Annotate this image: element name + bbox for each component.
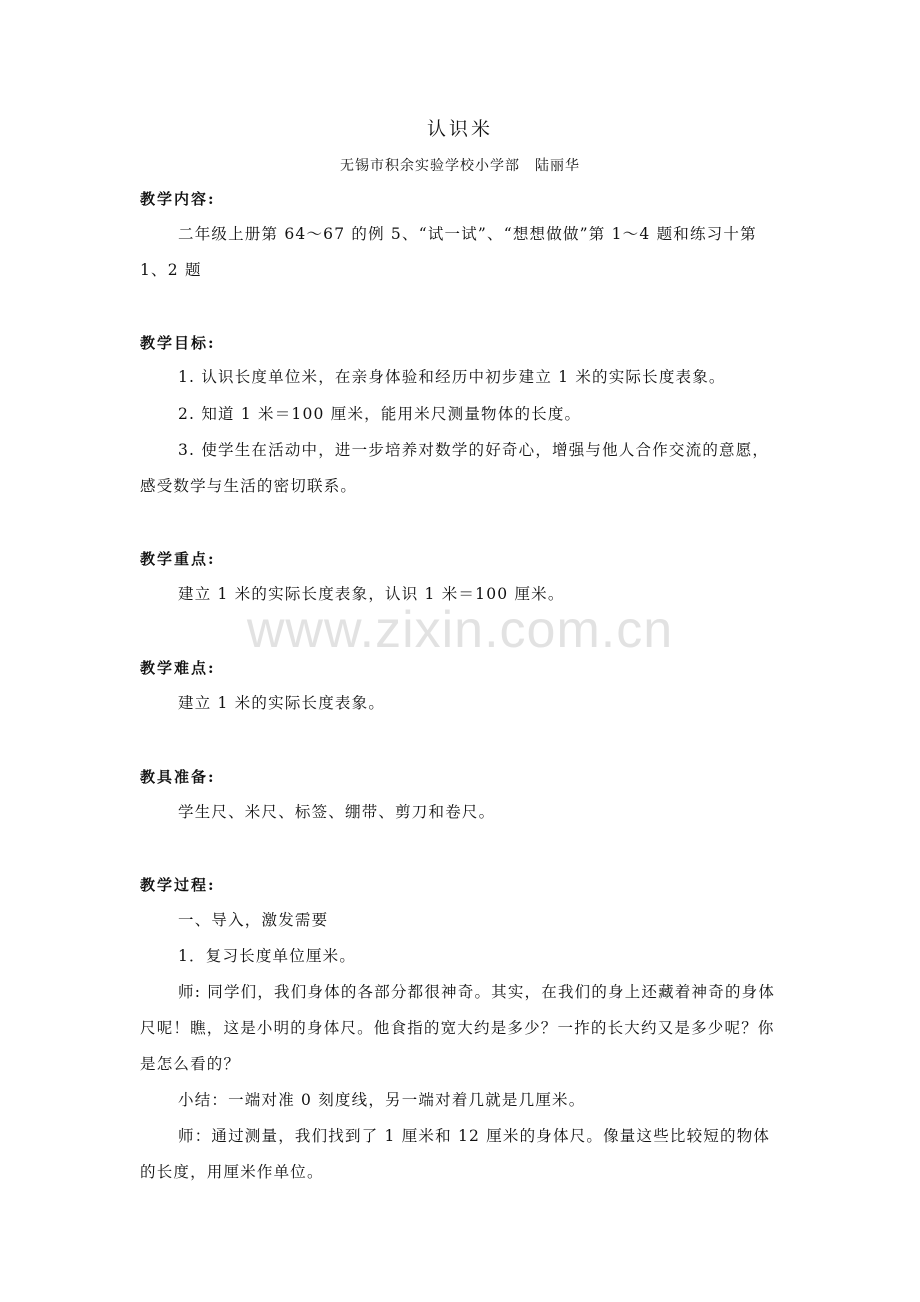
- process-teacher-paragraph: 师: 同学们，我们身体的各部分都很神奇。其实，在我们的身上还藏着神奇的身体尺呢！瞧，这是小明的身体尺。他食指的宽大约是多少？一拃的长大约又是多少呢？你是怎么看的？: [140, 983, 776, 1073]
- content-paragraph: 二年级上册第 64～67 的例 5、“试一试”、“想想做做”第 1～4 题和练习十第 1、2 题: [140, 225, 757, 279]
- key-points-heading: 教学重点:: [140, 550, 216, 568]
- goal-item-2: 2. 知道 1 米＝100 厘米，能用米尺测量物体的长度。: [178, 405, 582, 423]
- tools-text: 学生尺、米尺、标签、绷带、剪刀和卷尺。: [178, 803, 496, 821]
- goals-heading: 教学目标:: [140, 334, 216, 352]
- tools-heading: 教具准备:: [140, 768, 216, 786]
- key-points-text: 建立 1 米的实际长度表象，认识 1 米＝100 厘米。: [178, 585, 565, 603]
- goal-item-1: 1. 认识长度单位米，在亲身体验和经历中初步建立 1 米的实际长度表象。: [178, 368, 726, 386]
- process-summary: 小结：一端对准 0 刻度线，另一端对着几就是几厘米。: [178, 1091, 586, 1109]
- difficulty-heading: 教学难点:: [140, 659, 216, 677]
- process-heading: 教学过程:: [140, 876, 216, 894]
- content-heading: 教学内容:: [140, 190, 216, 208]
- goal-item-3: 3. 使学生在活动中，进一步培养对数学的好奇心，增强与他人合作交流的意愿，感受数学与生活的密切联系。: [140, 441, 770, 495]
- difficulty-text: 建立 1 米的实际长度表象。: [178, 694, 386, 712]
- document-title: 认识米: [426, 118, 493, 140]
- process-teacher-paragraph-2: 师：通过测量，我们找到了 1 厘米和 12 厘米的身体尺。像量这些比较短的物体的长度，用厘米作单位。: [140, 1127, 771, 1181]
- document-author: 无锡市积余实验学校小学部 陆丽华: [340, 158, 580, 174]
- process-section-intro: 一、导入，激发需要: [178, 911, 329, 929]
- watermark: www.zixin.com.cn: [246, 601, 674, 659]
- process-step-1: 1．复习长度单位厘米。: [178, 947, 357, 965]
